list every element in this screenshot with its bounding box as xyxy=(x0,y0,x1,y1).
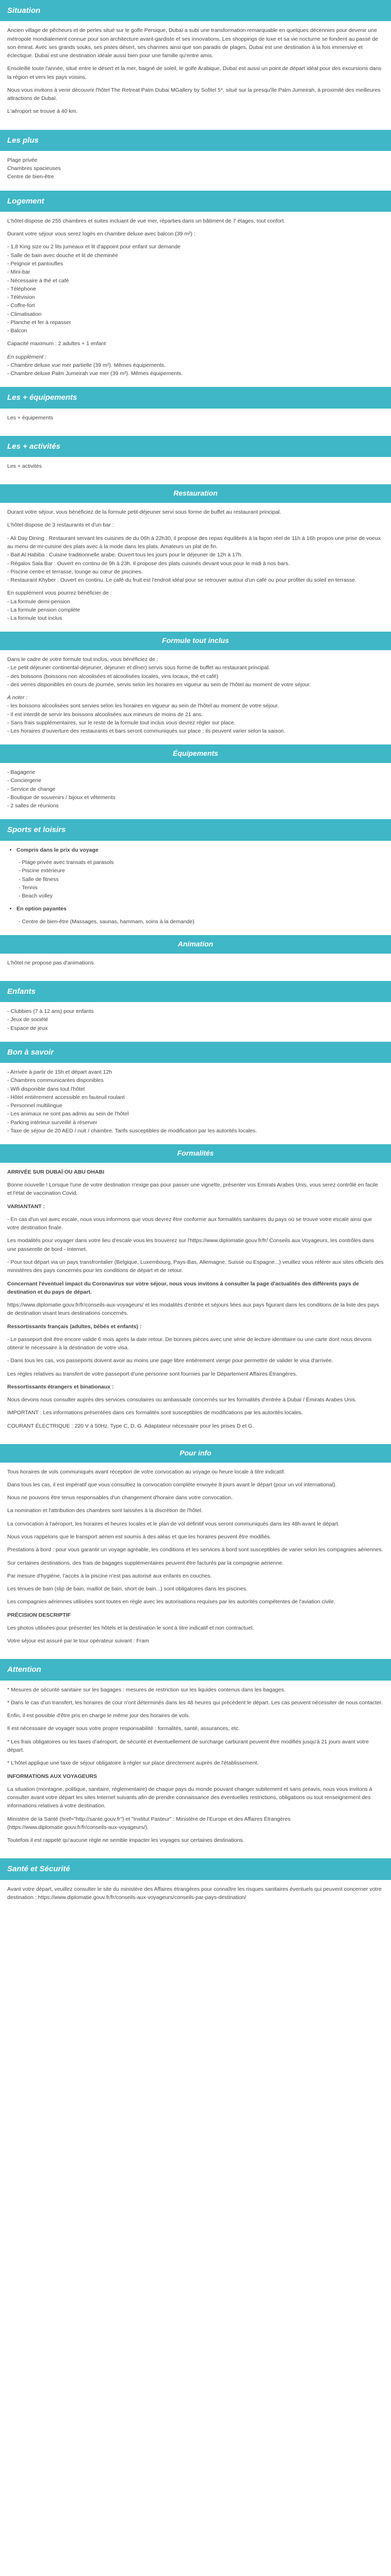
enfants-item: - Espace de jeux xyxy=(7,1025,48,1031)
logement-item: - Planche et fer à repasser xyxy=(7,319,71,326)
equipements-plus-body xyxy=(0,409,391,436)
restauration-body xyxy=(0,503,391,632)
enfants-item: - Jeux de société xyxy=(7,1016,48,1023)
formalites-paragraph: COURANT ÉLECTRIQUE : 220 V à 50Hz. Type C, D, G. Adaptateur nécessaire pour les prises D et G. xyxy=(7,1422,254,1429)
pourinfo-paragraph: Par mesure d'hygiène, l'accès à la piscine n'est pas autorisé aux enfants en couches. xyxy=(7,1572,212,1579)
restauration-extra-item: - La formule pension complète xyxy=(7,606,80,613)
sports-included-title: • Compris dans le prix du voyage xyxy=(17,846,384,854)
animation-body xyxy=(0,954,391,981)
section-title-bonasavoir: Bon à savoir xyxy=(0,1042,391,1063)
sports-included-item: - Piscine extérieure xyxy=(19,868,65,874)
logement-item: - 1,8 King size ou 2 lits jumeaux et lit d'appoint pour enfant sur demande xyxy=(7,244,181,250)
attention-paragraph: La situation (montagne, politique, sanitaire, réglementaire) de chaque pays du monde pouvant changer subitement et sans préavis, nous vous invitons à consulter avant votre départ les sites Internet suivants afin de prendre connaissance des éventuelles restrictions, obligations ou tout renseignement des informations relatives à votre destination. xyxy=(7,1786,372,1809)
bonasavoir-item: - Parking intérieur surveillé à réserver xyxy=(7,1119,97,1126)
formalites-heading: VARIANTANT : xyxy=(7,1203,45,1210)
formalites-paragraph: IMPORTANT : Les informations présentées dans ces formalités sont susceptibles de modifications par les autorités locales. xyxy=(7,1410,303,1416)
section-title-formalites: Formalités xyxy=(0,1144,391,1163)
logement-item: - Nécessaire à thé et café xyxy=(7,277,69,284)
formalites-heading: Ressortissants français (adultes, bébés et enfants) : xyxy=(7,1323,142,1330)
sports-included-item: - Plage privée avec transats et parasols xyxy=(19,859,114,866)
pourinfo-paragraph: Tous horaires de vols communiqués avant réception de votre convocation au voyage ou heure locale à titre indicatif. xyxy=(7,1468,285,1475)
section-title-animation: Animation xyxy=(0,935,391,954)
logement-supplement-title: En supplément : xyxy=(7,353,46,360)
logement-intro: L'hôtel dispose de 255 chambres et suites incluant de vue mer, réparties dans un bâtiment de 7 étages, tout confort. xyxy=(7,217,286,224)
lesplus-item: Chambres spacieuses xyxy=(7,165,61,172)
logement-item: - Salle de bain avec douche et lit de cheminée xyxy=(7,252,118,259)
activites-plus-body xyxy=(0,457,391,484)
pourinfo-paragraph: Dans tous les cas, il est impératif que vous consultiez la convocation complète envoyée 8 jours avant le départ (pour un vol international). xyxy=(7,1481,337,1488)
section-title-equipements-plus: Les + équipements xyxy=(0,387,391,408)
formalites-paragraph: - En cas d'un vol avec escale, nous vous informons que vous devrez être conforme aux formalités sanitaires du pays où se trouve votre escale ainsi que votre destination finale. xyxy=(7,1216,372,1231)
restauration-intro: Durant votre séjour, vous bénéficiez de la formule petit-déjeuner servi sous forme de buffet au restaurant principal. xyxy=(7,509,281,516)
equipements-item: - Conciergerie xyxy=(7,777,41,784)
sports-options-title: • En option payantes xyxy=(17,905,384,913)
pourinfo-paragraph: Votre séjour est assuré par le tour opérateur suivant : Fram xyxy=(7,1638,149,1645)
bonasavoir-item: - Les animaux ne sont pas admis au sein de l'hôtel xyxy=(7,1111,129,1117)
animation-text: L'hôtel ne propose pas d'animations. xyxy=(7,959,95,966)
bonasavoir-item: - Taxe de séjour de 20 AED / nuit / chambre. Tarifs susceptibles de modification par les autorités locales. xyxy=(7,1127,257,1134)
logement-item: - Téléphone xyxy=(7,285,36,292)
section-title-formule: Formule tout inclus xyxy=(0,632,391,650)
pourinfo-paragraph: La convocation à l'aéroport, les horaires et heures locales et le plan de vol définitif vous seront communiqués dans les 48h avant le départ. xyxy=(7,1520,340,1527)
attention-paragraph: * L'hôtel applique une taxe de séjour obligatoire à régler sur place directement auprès de l'établissement. xyxy=(7,1760,259,1767)
section-title-lesplus: Les plus xyxy=(0,130,391,151)
formalites-paragraph: - Le passeport doit être encore valide 6 mois après la date retour. De bonnes pièces avec une série de lecture identitaire ou une carte dont nous devons obtenir le nécessaire à la destination de votre visa. xyxy=(7,1336,372,1351)
formule-line: - Sans frais supplémentaires, sur le reste de la formule tout inclus vous devrez régler sur place. xyxy=(7,719,236,726)
attention-paragraph: * Les frais obligatoires ou les taxes d'aéroport, de sécurité et éventuellement de surcharge carburant peuvent être modifiés jusqu'à 21 jours avant votre départ. xyxy=(7,1738,369,1753)
situation-body xyxy=(0,21,391,129)
equipements-item: - Service de change xyxy=(7,786,56,792)
pourinfo-body xyxy=(0,1463,391,1659)
section-title-equipements: Équipements xyxy=(0,744,391,763)
formalites-heading: ARRIVÉE SUR DUBAÏ OU ABU DHABI xyxy=(7,1168,105,1175)
formule-line: - des boissons (boissons non alcoolisées et alcoolisées locales, vins locaux, thé et café) xyxy=(7,673,219,680)
equipements-item: - 2 salles de réunions xyxy=(7,803,59,809)
sports-body xyxy=(0,841,391,935)
logement-item: - Balcon xyxy=(7,328,27,334)
restauration-item: - Régalos Sala Bar : Ouvert en continu de 9h à 23h. Il propose des plats cuisinés devant vous pour le midi à nos bars. xyxy=(7,560,290,567)
equipements-plus-text: Les + équipements xyxy=(7,414,54,421)
bonasavoir-item: - Chambres communicantes disponibles xyxy=(7,1077,104,1084)
restauration-extra-title: En supplément vous pourrez bénéficier de : xyxy=(7,590,112,597)
sports-included-item: - Tennis xyxy=(19,884,38,891)
section-title-sports: Sports et loisirs xyxy=(0,819,391,840)
logement-item: - Télévision xyxy=(7,294,35,301)
section-title-enfants: Enfants xyxy=(0,981,391,1002)
situation-paragraph: L'aéroport se trouve à 40 km. xyxy=(7,108,78,115)
logement-item: - Climatisation xyxy=(7,311,42,317)
bonasavoir-item: - Wifi disponible dans tout l'hôtel xyxy=(7,1086,85,1092)
lesplus-item: Plage privée xyxy=(7,157,38,163)
formalites-paragraph: - Pour tout départ via un pays transfrontalier (Belgique, Luxembourg, Pays-Bas, Allemagne, Suisse ou Espagne...) veuillez vous référer aux sites officiels des ministères des pays concernés pour les conditions de départ et de retour. xyxy=(7,1259,384,1274)
formule-line: Dans le cadre de votre formule tout inclus, vous bénéficiez de : xyxy=(7,656,158,663)
situation-paragraph: Ensoleillé toute l'année, situé entre le désert et la mer, baigné de soleil, le golfe Arabique, Dubaï est aussi un point de départ idéal pour des excursions dans la région et vers les pays voisins. xyxy=(7,65,382,80)
logement-capacity: Capacité maximum : 2 adultes + 1 enfant xyxy=(7,341,106,347)
lesplus-item: Centre de bien-être xyxy=(7,174,54,180)
formalites-body xyxy=(0,1163,391,1444)
bonasavoir-body xyxy=(0,1063,391,1144)
section-title-restauration: Restauration xyxy=(0,484,391,503)
pourinfo-heading: PRÉCISION DESCRIPTIF xyxy=(7,1612,71,1618)
restauration-item: - Restaurant Khyber : Ouvert en continu. Le café du fruit est l'endroit idéal pour se retrouver autour d'un café ou pour profiter du soleil en terrasse. xyxy=(7,577,356,584)
pourinfo-paragraph: Sur certaines destinations, des frais de bagages supplémentaires peuvent être facturés par la compagnie aérienne. xyxy=(7,1560,284,1566)
pourinfo-paragraph: La nomination et l'attribution des chambres sont laissées à la discrétion de l'hôtel. xyxy=(7,1507,203,1514)
formalites-heading: Ressortissants étrangers et binationaux : xyxy=(7,1383,114,1390)
restauration-item: - Piscine centre et terrasse, lounge au cœur de piscines. xyxy=(7,568,143,575)
attention-paragraph: Enfin, il est possible d'être pris en charge le même jour des horaires de vols. xyxy=(7,1713,190,1719)
logement-supplement-item: - Chambre deluxe vue mer partielle (39 m²). Mêmes équipements. xyxy=(7,362,166,368)
formalites-paragraph: Nous devons nous consulter auprès des services consulaires ou ambassade concernés sur les formalités d'entrée à Dubaï / Émirats Arabes Unis. xyxy=(7,1397,357,1403)
attention-heading: INFORMATIONS AUX VOYAGEURS xyxy=(7,1773,97,1780)
formule-line: - Il est interdit de servir les boissons alcoolisées aux mineurs de moins de 21 ans. xyxy=(7,711,203,718)
sports-included-item: - Salle de fitness xyxy=(19,876,59,883)
section-title-situation: Situation xyxy=(0,0,391,21)
restauration-extra-item: - La formule tout inclus xyxy=(7,615,62,622)
restauration-extra-item: - La formule demi-pension xyxy=(7,598,70,605)
logement-item: - Peignoir et pantoufles xyxy=(7,261,63,267)
formule-line: - Le petit déjeuner continental-déjeuner, déjeuner et dîner) servis sous forme de buffet au restaurant principal. xyxy=(7,665,270,671)
restauration-item: - Ali Day Dining : Restaurant servant les cuisines de du 06h à 22h30, il propose des repas équilibrés à la façon réel de 11h à 16h propos une prise de voeux au menu de mi-cuisine des plats avec à la mode dans les plats. Amateurs un plat de fin. xyxy=(7,535,381,550)
equipements-body xyxy=(0,763,391,819)
section-title-sante: Santé et Sécurité xyxy=(0,1858,391,1879)
bonasavoir-item: - Hôtel entièrement accessible en fauteuil roulant xyxy=(7,1094,125,1100)
section-title-pourinfo: Pour info xyxy=(0,1444,391,1463)
bonasavoir-item: - Arrivée à partir de 15h et départ avant 12h xyxy=(7,1069,112,1076)
restauration-intro2: L'hôtel dispose de 3 restaurants et d'un bar : xyxy=(7,522,114,529)
equipements-item: - Bagagerie xyxy=(7,769,36,776)
attention-paragraph: Toutefois il est rappelé qu'aucune règle ne semble impacter les voyages sur certaines destinations. xyxy=(7,1837,245,1844)
enfants-body xyxy=(0,1002,391,1042)
formule-line: - les boissons alcoolisées sont servies selon les horaires en vigueur au sein de l'hôtel au moment de votre séjour. xyxy=(7,703,279,709)
attention-paragraph: Il est nécessaire de voyager sous votre propre responsabilité : formalités, santé, assurances, etc. xyxy=(7,1725,240,1732)
formalites-paragraph: https://www.diplomatie.gouv.fr/fr/conseils-aux-voyageurs/ et les modalités d'entrée et séjours liées aux pays figurant dans les conditions de la liste des pays de destination visant leurs destinations concernés. xyxy=(7,1302,379,1317)
formalites-paragraph: Les modalités pour voyager dans votre lieu d'escale vous les trouverez sur l'https://www.diplomatie.gouv.fr/fr/ Conseils aux Voyageurs, les contrôles dans une passerelle de bord - Internet. xyxy=(7,1238,374,1252)
sports-included-item: - Beach volley xyxy=(19,893,53,900)
pourinfo-paragraph: Nous ne pouvons être tenus responsables d'un changement d'horaire dans votre convocation. xyxy=(7,1495,233,1501)
formule-body xyxy=(0,650,391,744)
attention-paragraph: * Dans le cas d'un transfert, les horaires de cour n'ont déterminés dans les 48 heures qui précèdent le départ. Les cas peuvent nécessiter de nous contacter. xyxy=(7,1699,383,1706)
situation-paragraph: Nous vous invitons à venir découvrir l'hôtel The Retreat Palm Dubai MGallery by Sofitel 5*, situé sur la presqu'île Palm Jumeirah, à proximité des meilleures attractions de Dubaï. xyxy=(7,87,381,102)
pourinfo-paragraph: Nous vous rappelons que le transport aérien est soumis à des aléas et que les horaires peuvent être modifiés. xyxy=(7,1534,271,1540)
section-title-logement: Logement xyxy=(0,191,391,212)
formule-line: - Les horaires d'ouverture des restaurants et bars seront communiqués sur place ; ils peuvent varier selon la saison. xyxy=(7,728,285,735)
section-title-attention: Attention xyxy=(0,1659,391,1680)
formalites-paragraph: Concernant l'éventuel impact du Coronavirus sur votre séjour, nous vous invitons à consulter la page d'actualités des différents pays de destination et du pays de départ. xyxy=(7,1280,359,1295)
pourinfo-paragraph: Prestations à bord : pour vous garantir un voyage agréable, les conditions et les services à bord sont susceptibles de varier selon les compagnies aériennes. xyxy=(7,1547,383,1553)
activites-plus-text: Les + activités xyxy=(7,463,42,470)
situation-paragraph: Ancien village de pêcheurs et de perles situé sur le golfe Persique, Dubaï a subi une transformation remarquable en quelques décennies pour devenir une métropole mondialement connue pour son architecture avant-gardiste et ses innovations. Les shoppings de luxe et sa vie nocturne se fondent au passé de son émirat. Avec ses grands souks, ses pistes désert, ses charmes ainsi que son paradis de plages, Dubaï est une destination à la fois immersive et éclectique. Dubaï est une destination idéale aussi bien pour une famille qu'entre amis. xyxy=(7,27,379,59)
pourinfo-paragraph: Les compagnies aériennes utilisées sont toutes en règle avec les autorisations requises par les autorités compétentes de l'aviation civile. xyxy=(7,1599,335,1605)
formalites-paragraph: Les règles relatives au transfert de votre passeport d'une personne sont fournies par le Département Affaires Étrangères. xyxy=(7,1370,298,1377)
sports-option-item: - Centre de bien-être (Massages, saunas, hammam, soins à la demande) xyxy=(19,918,194,925)
sante-paragraph: Avant votre départ, veuillez consulter le site du ministère des Affaires étrangères pour connaître les risques sanitaires éventuels qui peuvent concerner votre destination : https://www.diplomatie.gouv.fr/fr/conseils-aux-voyageurs/conseils-par-pays-destination/ xyxy=(7,1886,382,1901)
logement-intro2: Durant votre séjour vous serez logés en chambre deluxe avec balcon (39 m²) : xyxy=(7,231,196,238)
formule-note-title: A noter : xyxy=(7,694,28,701)
lesplus-body xyxy=(0,151,391,191)
formalites-paragraph: Bonne nouvelle ! Lorsque l'une de votre destination n'exige pas pour passer une vignette, présenter vos Emirats Arabes Unis, vous serez contrôlé en facile et l'état de vaccination Covid. xyxy=(7,1182,379,1197)
attention-paragraph: * Mesures de sécurité sanitaire sur les bagages : mesures de restriction sur les liquides contenus dans les bagages. xyxy=(7,1686,286,1693)
section-title-activites-plus: Les + activités xyxy=(0,436,391,457)
formalites-paragraph: - Dans tous les cas, vos passeports doivent avoir au moins une page libre entièrement vierge pour permettre de valider le visa d'arrivée. xyxy=(7,1358,333,1364)
attention-body xyxy=(0,1681,391,1859)
enfants-item: - Clubbies (7 à 12 ans) pour enfants xyxy=(7,1008,94,1015)
equipements-item: - Boutique de souvenirs / bijoux et vêtements xyxy=(7,794,116,801)
attention-paragraph: Ministère de la Santé (href="http://sante.gouv.fr") et "Institut Pasteur" : Ministère de l'Europe et des Affaires Étrangères (https://www.diplomatie.gouv.fr/fr/conseils-aux-voyageurs/). xyxy=(7,1816,291,1831)
formule-line: - des verres disponibles en cours de journée, servis selon les horaires en vigueur au sein de l'hôtel au moment de votre séjour. xyxy=(7,681,311,688)
pourinfo-paragraph: Les tenues de bain (slip de bain, maillot de bain, short de bain...) sont obligatoires dans les piscines. xyxy=(7,1586,248,1592)
logement-supplement-item: - Chambre deluxe Palm Jumeirah vue mer (39 m²). Mêmes équipements. xyxy=(7,370,183,377)
logement-item: - Coffre-fort xyxy=(7,302,35,309)
pourinfo-paragraph: Les photos utilisées pour présenter les hôtels et la destination le sont à titre indicatif et non contractuel. xyxy=(7,1624,254,1631)
logement-item: - Mini-bar xyxy=(7,269,30,276)
logement-body xyxy=(0,212,391,387)
restauration-item: - Bait Al Habiba : Cuisine traditionnelle arabe. Ouvert tous les jours pour le déjeuner de 12h à 17h. xyxy=(7,552,243,558)
sante-body xyxy=(0,1880,391,1916)
bonasavoir-item: - Personnel multilingue xyxy=(7,1103,62,1109)
